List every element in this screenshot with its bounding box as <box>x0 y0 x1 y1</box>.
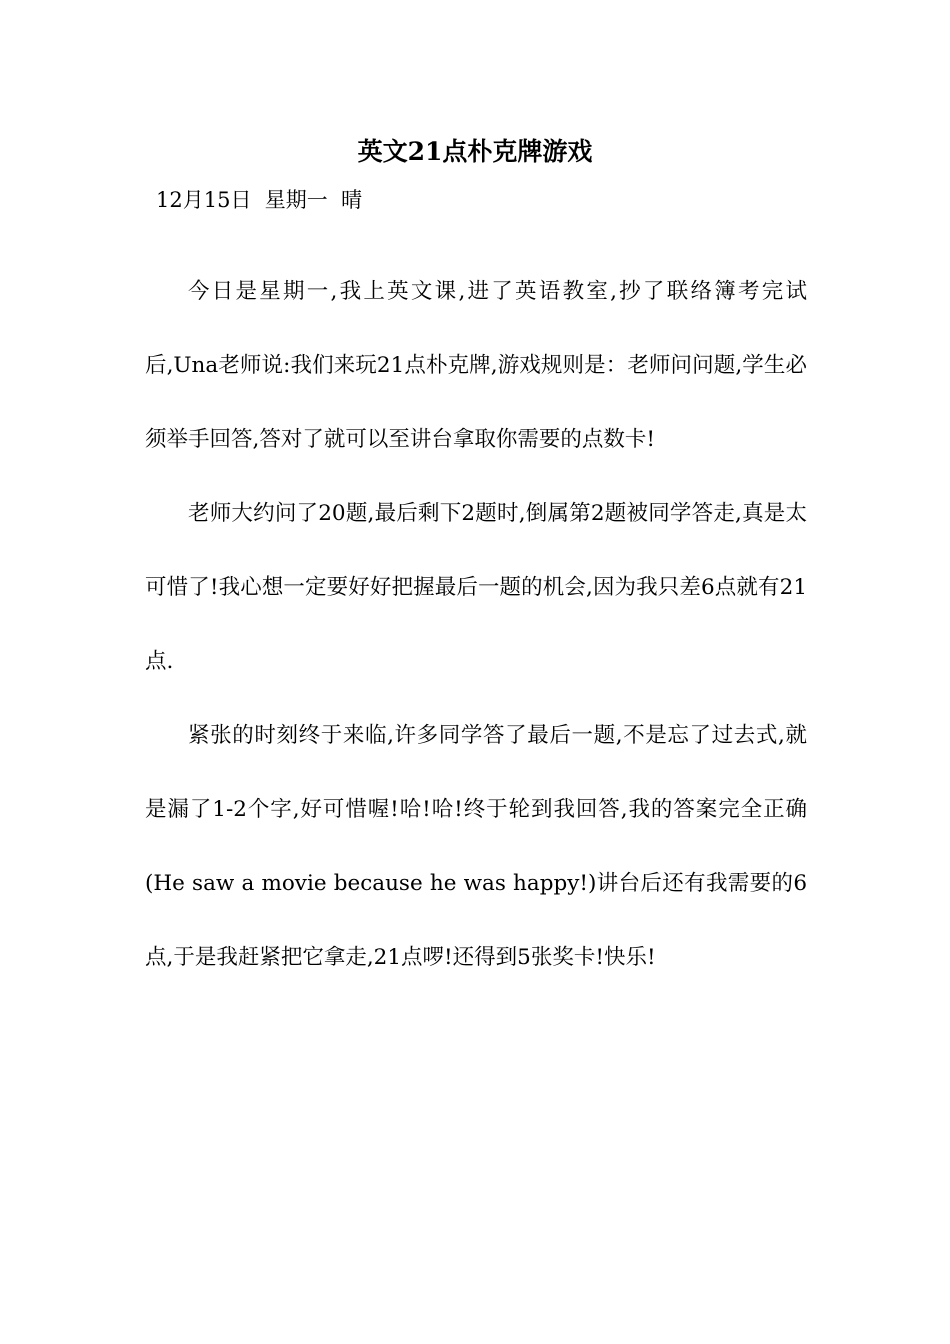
document-body <box>145 255 807 995</box>
paragraph-1: 今日是星期一,我上英文课,进了英语教室,抄了联络簿考完试后,Una老师说:我们来玩21点朴克牌,游戏规则是：老师问问题,学生必须举手回答,答对了就可以至讲台拿取你需要的点数卡! <box>145 279 807 452</box>
paragraph-3: 紧张的时刻终于来临,许多同学答了最后一题,不是忘了过去式,就是漏了1-2个字,好可惜喔!哈!哈!终于轮到我回答,我的答案完全正确(He saw a movie because he was happy!)讲台后还有我需要的6点,于是我赶紧把它拿走,21点啰!还得到5张奖卡!快乐! <box>145 723 807 970</box>
paragraph-2: 老师大约问了20题,最后剩下2题时,倒属第2题被同学答走,真是太可惜了!我心想一定要好好把握最后一题的机会,因为我只差6点就有21点. <box>145 501 807 674</box>
document-title: 英文21点朴克牌游戏 <box>357 137 593 166</box>
diary-dateline: 12月15日 星期一 晴 <box>156 188 363 212</box>
